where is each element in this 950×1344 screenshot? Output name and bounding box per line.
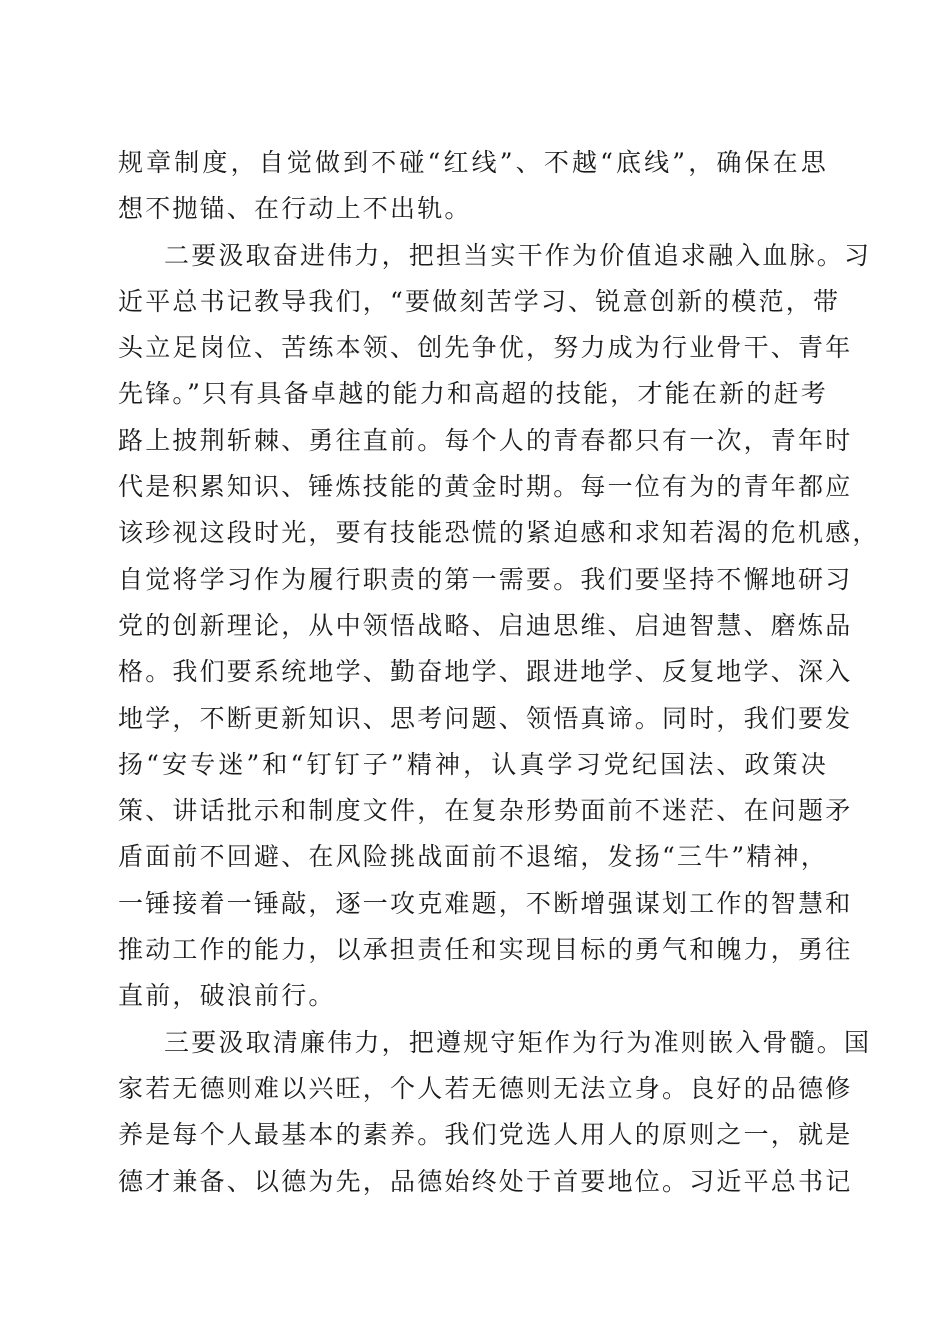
text-line: 一锤接着一锤敲，逐一攻克难题，不断增强谋划工作的智慧和	[118, 888, 853, 918]
text-line: 近平总书记教导我们，“要做刻苦学习、锐意创新的模范，带	[118, 286, 841, 316]
text-line: 想不抛锚、在行动上不出轨。	[118, 194, 472, 224]
text-line: 扬“安专迷”和“钉钉子”精神，认真学习党纪国法、政策决	[118, 749, 828, 779]
text-line: 二要汲取奋进伟力，把担当实干作为价值追求融入血脉。习	[164, 240, 872, 270]
text-line: 三要汲取清廉伟力，把遵规守矩作为行为准则嵌入骨髓。国	[164, 1027, 872, 1057]
text-line: 党的创新理论，从中领悟战略、启迪思维、启迪智慧、磨炼品	[118, 610, 853, 640]
text-line: 直前，破浪前行。	[118, 981, 336, 1011]
text-line: 地学，不断更新知识、思考问题、领悟真谛。同时，我们要发	[118, 703, 853, 733]
text-line: 家若无德则难以兴旺，个人若无德则无法立身。良好的品德修	[118, 1073, 853, 1103]
text-line: 盾面前不回避、在风险挑战面前不退缩，发扬“三牛”精神，	[118, 842, 828, 872]
text-line: 该珍视这段时光，要有技能恐慌的紧迫感和求知若渴的危机感，	[118, 518, 880, 548]
text-line: 推动工作的能力，以承担责任和实现目标的勇气和魄力，勇往	[118, 935, 853, 965]
text-line: 养是每个人最基本的素养。我们党选人用人的原则之一，就是	[118, 1120, 853, 1150]
text-line: 德才兼备、以德为先，品德始终处于首要地位。习近平总书记	[118, 1166, 853, 1196]
text-line: 路上披荆斩棘、勇往直前。每个人的青春都只有一次，青年时	[118, 425, 853, 455]
body-text	[118, 140, 880, 1205]
text-line: 规章制度，自觉做到不碰“红线”、不越“底线”，确保在思	[118, 148, 828, 177]
text-line: 先锋。”只有具备卓越的能力和高超的技能，才能在新的赶考	[118, 379, 828, 409]
text-line: 自觉将学习作为履行职责的第一需要。我们要坚持不懈地研习	[118, 564, 853, 594]
text-line: 格。我们要系统地学、勤奋地学、跟进地学、反复地学、深入	[118, 657, 853, 687]
text-line: 头立足岗位、苦练本领、创先争优，努力成为行业骨干、青年	[118, 333, 853, 363]
text-line: 策、讲话批示和制度文件，在复杂形势面前不迷茫、在问题矛	[118, 796, 853, 826]
text-line: 代是积累知识、锤炼技能的黄金时期。每一位有为的青年都应	[118, 472, 853, 502]
